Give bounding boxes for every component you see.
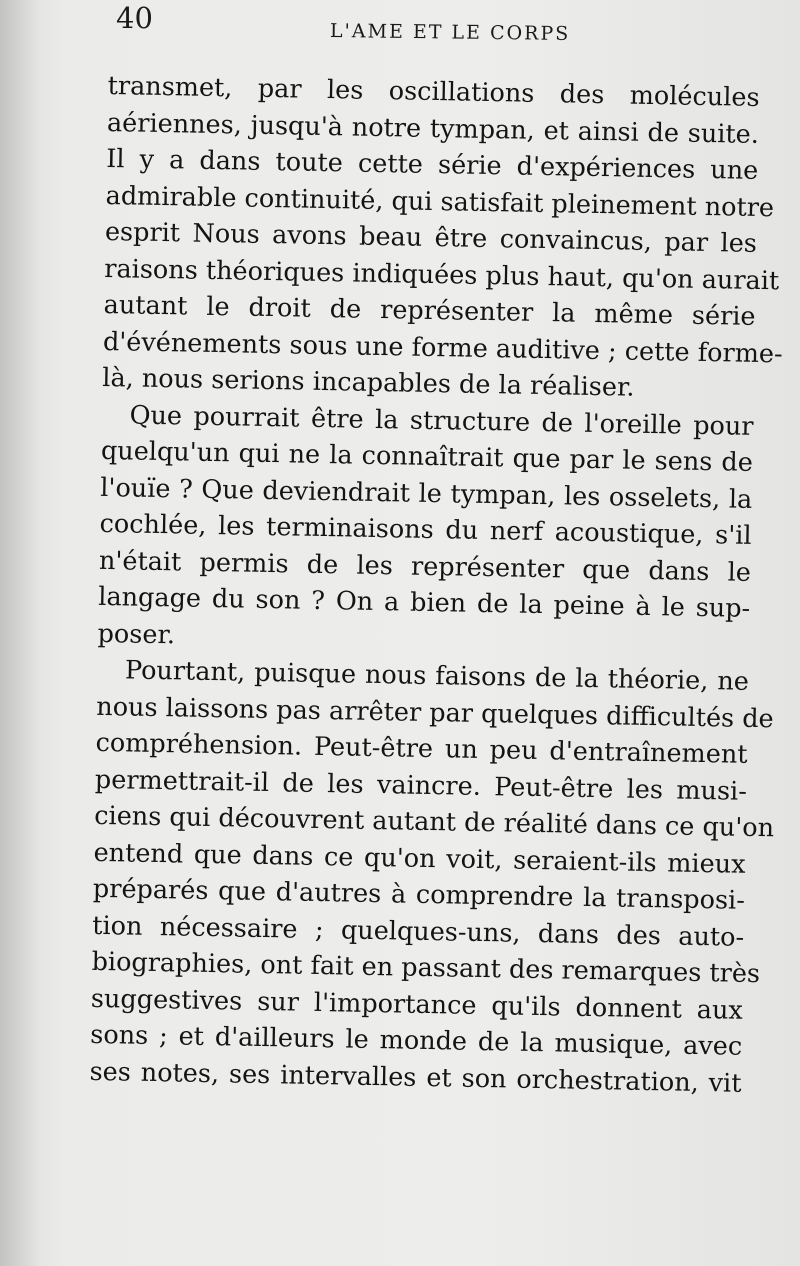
text-line: Pourtant, puisque nous faisons de la théorie, ne bbox=[124, 655, 750, 697]
text-line: n'était permis de les représenter que dans le bbox=[98, 545, 752, 588]
text-line: compréhension. Peut-être un peu d'entraînement bbox=[95, 727, 748, 770]
body-text bbox=[89, 68, 783, 1102]
text-line: admirable continuité, qui satisfait pleinement notre bbox=[105, 180, 775, 223]
text-line: là, nous serions incapables de la réaliser. bbox=[102, 362, 635, 403]
paragraph bbox=[89, 652, 775, 1102]
page-number: 40 bbox=[116, 1, 153, 35]
gutter-shadow bbox=[0, 0, 40, 1266]
running-head: L'AME ET LE CORPS bbox=[329, 20, 571, 45]
text-line: raisons théoriques indiquées plus haut, qu'on aurait bbox=[104, 253, 780, 296]
text-line: poser. bbox=[97, 618, 176, 650]
text-line: ses notes, ses intervalles et son orchestration, vit bbox=[89, 1056, 742, 1099]
text-line: ciens qui découvrent autant de réalité dans ce qu'on bbox=[94, 800, 775, 844]
text-line: permettrait-il de les vaincre. Peut-être les musi- bbox=[94, 764, 748, 807]
text-line: d'événements sous une forme auditive ; cette forme- bbox=[102, 326, 783, 369]
text-line: autant le droit de représenter la même série bbox=[103, 289, 756, 332]
text-line: biographies, ont fait en passant des remarques très bbox=[91, 946, 761, 990]
text-line: langage du son ? On a bien de la peine à le sup- bbox=[98, 581, 751, 624]
text-line: entend que dans ce qu'on voit, seraient-ils mieux bbox=[93, 837, 746, 880]
text-line: sons ; et d'ailleurs le monde de la musique, avec bbox=[90, 1019, 743, 1062]
text-line: cochlée, les terminaisons du nerf acoustique, s'il bbox=[99, 508, 752, 551]
page-header bbox=[0, 2, 800, 52]
text-line: esprit Nous avons beau être convaincus, par les bbox=[104, 216, 758, 259]
text-line: tion nécessaire ; quelques-uns, dans des auto- bbox=[92, 910, 745, 953]
text-line: nous laissons pas arrêter par quelques difficultés de bbox=[96, 691, 774, 734]
text-line: aériennes, jusqu'à notre tympan, et ainsi de suite. bbox=[106, 107, 760, 150]
text-line: Il y a dans toute cette série d'expériences une bbox=[106, 143, 759, 186]
text-line: suggestives sur l'importance qu'ils donnent aux bbox=[90, 983, 744, 1026]
text-line: transmet, par les oscillations des molécules bbox=[107, 70, 760, 113]
paragraph bbox=[97, 396, 754, 663]
paragraph bbox=[102, 68, 783, 408]
text-line: préparés que d'autres à comprendre la transposi- bbox=[92, 873, 746, 916]
text-line: l'ouïe ? Que deviendrait le tympan, les osselets, la bbox=[100, 472, 753, 515]
text-line: quelqu'un qui ne la connaîtrait que par le sens de bbox=[100, 435, 754, 478]
text-line: Que pourrait être la structure de l'oreille pour bbox=[129, 399, 754, 442]
